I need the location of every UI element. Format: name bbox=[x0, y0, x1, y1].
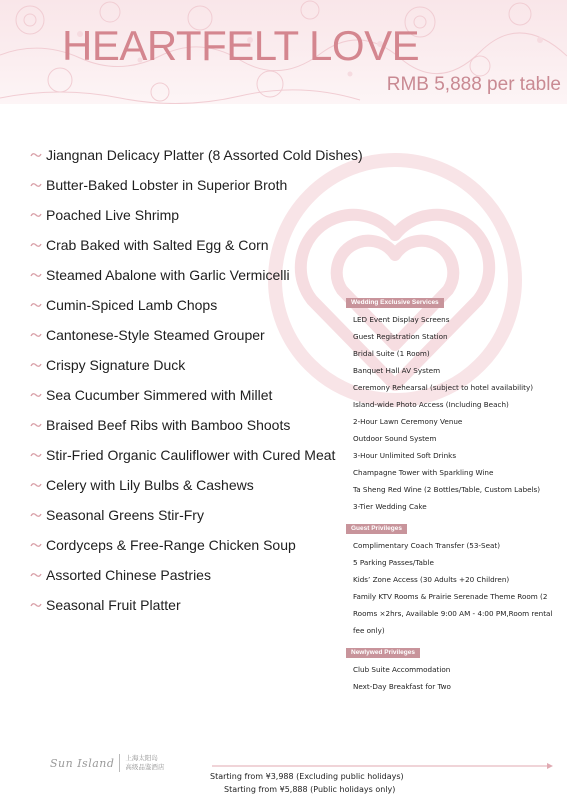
menu-item bbox=[30, 382, 363, 412]
list-item: Ta Sheng Red Wine (2 Bottles/Table, Custom Labels) bbox=[353, 485, 541, 494]
list-item: Family KTV Rooms & Prairie Serenade Theme Room (2 Rooms ×2hrs, Available 9:00 AM - 4:00 PM,Room rental fee only) bbox=[353, 592, 553, 635]
guest-privileges-list bbox=[346, 537, 561, 639]
list-item: Banquet Hall AV System bbox=[353, 366, 441, 375]
menu-item-label: Crispy Signature Duck bbox=[46, 357, 186, 373]
menu-item bbox=[30, 532, 363, 562]
menu-item-label: Steamed Abalone with Garlic Vermicelli bbox=[46, 267, 290, 283]
price-note-weekday: Starting from ¥3,988 (Excluding public holidays) bbox=[210, 772, 404, 781]
menu-list bbox=[30, 142, 363, 622]
logo-script-text: Sun Island bbox=[50, 756, 115, 770]
list-item: Ceremony Rehearsal (subject to hotel availability) bbox=[353, 383, 534, 392]
newlywed-privileges-list bbox=[346, 661, 561, 695]
menu-item-label: Butter-Baked Lobster in Superior Broth bbox=[46, 177, 288, 193]
menu-item bbox=[30, 352, 363, 382]
menu-item bbox=[30, 202, 363, 232]
menu-item-label: Celery with Lily Bulbs & Cashews bbox=[46, 477, 254, 493]
swirl-bullet-icon bbox=[30, 391, 42, 399]
list-item: Bridal Suite (1 Room) bbox=[353, 349, 430, 358]
swirl-bullet-icon bbox=[30, 211, 42, 219]
menu-item bbox=[30, 322, 363, 352]
swirl-bullet-icon bbox=[30, 241, 42, 249]
menu-item bbox=[30, 442, 363, 472]
swirl-bullet-icon bbox=[30, 601, 42, 609]
menu-item-label: Stir-Fried Organic Cauliflower with Cured Meat bbox=[46, 447, 336, 463]
section-tag-guest: Guest Privileges bbox=[346, 524, 407, 534]
menu-item bbox=[30, 502, 363, 532]
header-banner bbox=[0, 0, 567, 104]
menu-item-label: Cordyceps & Free-Range Chicken Soup bbox=[46, 537, 296, 553]
logo-cn-line2: 高级品鉴酒店 bbox=[125, 763, 165, 771]
swirl-bullet-icon bbox=[30, 271, 42, 279]
logo-cn-line1: 上海太阳岛 bbox=[125, 754, 158, 762]
menu-item bbox=[30, 412, 363, 442]
swirl-bullet-icon bbox=[30, 301, 42, 309]
swirl-bullet-icon bbox=[30, 151, 42, 159]
services-panel bbox=[346, 289, 561, 695]
list-item: Club Suite Accommodation bbox=[353, 665, 451, 674]
menu-item-label: Sea Cucumber Simmered with Millet bbox=[46, 387, 273, 403]
list-item: Island-wide Photo Access (Including Beach) bbox=[353, 400, 509, 409]
swirl-bullet-icon bbox=[30, 541, 42, 549]
list-item: 2-Hour Lawn Ceremony Venue bbox=[353, 417, 463, 426]
menu-item bbox=[30, 292, 363, 322]
list-item: Guest Registration Station bbox=[353, 332, 448, 341]
wedding-services-list bbox=[346, 311, 561, 515]
menu-item-label: Poached Live Shrimp bbox=[46, 207, 180, 223]
menu-item bbox=[30, 262, 363, 292]
menu-item-label: Seasonal Greens Stir-Fry bbox=[46, 507, 204, 523]
list-item: Complimentary Coach Transfer (53-Seat) bbox=[353, 541, 501, 550]
section-tag-wedding: Wedding Exclusive Services bbox=[346, 298, 444, 308]
swirl-bullet-icon bbox=[30, 511, 42, 519]
logo-divider bbox=[119, 754, 120, 772]
page-title: HEARTFELT LOVE bbox=[62, 22, 420, 69]
menu-item bbox=[30, 172, 363, 202]
menu-item bbox=[30, 232, 363, 262]
section-tag-newlywed: Newlywed Privileges bbox=[346, 648, 420, 658]
swirl-bullet-icon bbox=[30, 571, 42, 579]
decorative-line-icon bbox=[212, 761, 557, 771]
menu-item-label: Jiangnan Delicacy Platter (8 Assorted Cold Dishes) bbox=[46, 147, 363, 163]
swirl-bullet-icon bbox=[30, 451, 42, 459]
menu-item-label: Braised Beef Ribs with Bamboo Shoots bbox=[46, 417, 291, 433]
list-item: Kids’ Zone Access (30 Adults +20 Children) bbox=[353, 575, 510, 584]
list-item: 5 Parking Passes/Table bbox=[353, 558, 434, 567]
list-item: Outdoor Sound System bbox=[353, 434, 437, 443]
list-item: LED Event Display Screens bbox=[353, 315, 450, 324]
swirl-bullet-icon bbox=[30, 481, 42, 489]
menu-item bbox=[30, 562, 363, 592]
menu-item bbox=[30, 472, 363, 502]
price-note-holiday: Starting from ¥5,888 (Public holidays only) bbox=[224, 785, 396, 794]
menu-item-label: Assorted Chinese Pastries bbox=[46, 567, 211, 583]
swirl-bullet-icon bbox=[30, 361, 42, 369]
swirl-bullet-icon bbox=[30, 421, 42, 429]
list-item: 3-Hour Unlimited Soft Drinks bbox=[353, 451, 457, 460]
list-item: 3-Tier Wedding Cake bbox=[353, 502, 427, 511]
swirl-bullet-icon bbox=[30, 331, 42, 339]
menu-item-label: Crab Baked with Salted Egg & Corn bbox=[46, 237, 269, 253]
swirl-bullet-icon bbox=[30, 181, 42, 189]
menu-item-label: Cantonese-Style Steamed Grouper bbox=[46, 327, 265, 343]
list-item: Champagne Tower with Sparkling Wine bbox=[353, 468, 494, 477]
logo-chinese-name bbox=[125, 754, 164, 772]
menu-item bbox=[30, 142, 363, 172]
menu-item-label: Cumin-Spiced Lamb Chops bbox=[46, 297, 218, 313]
table-price: RMB 5,888 per table bbox=[386, 74, 561, 95]
hotel-logo bbox=[50, 754, 164, 772]
menu-item bbox=[30, 592, 363, 622]
menu-item-label: Seasonal Fruit Platter bbox=[46, 597, 181, 613]
list-item: Next-Day Breakfast for Two bbox=[353, 682, 451, 691]
